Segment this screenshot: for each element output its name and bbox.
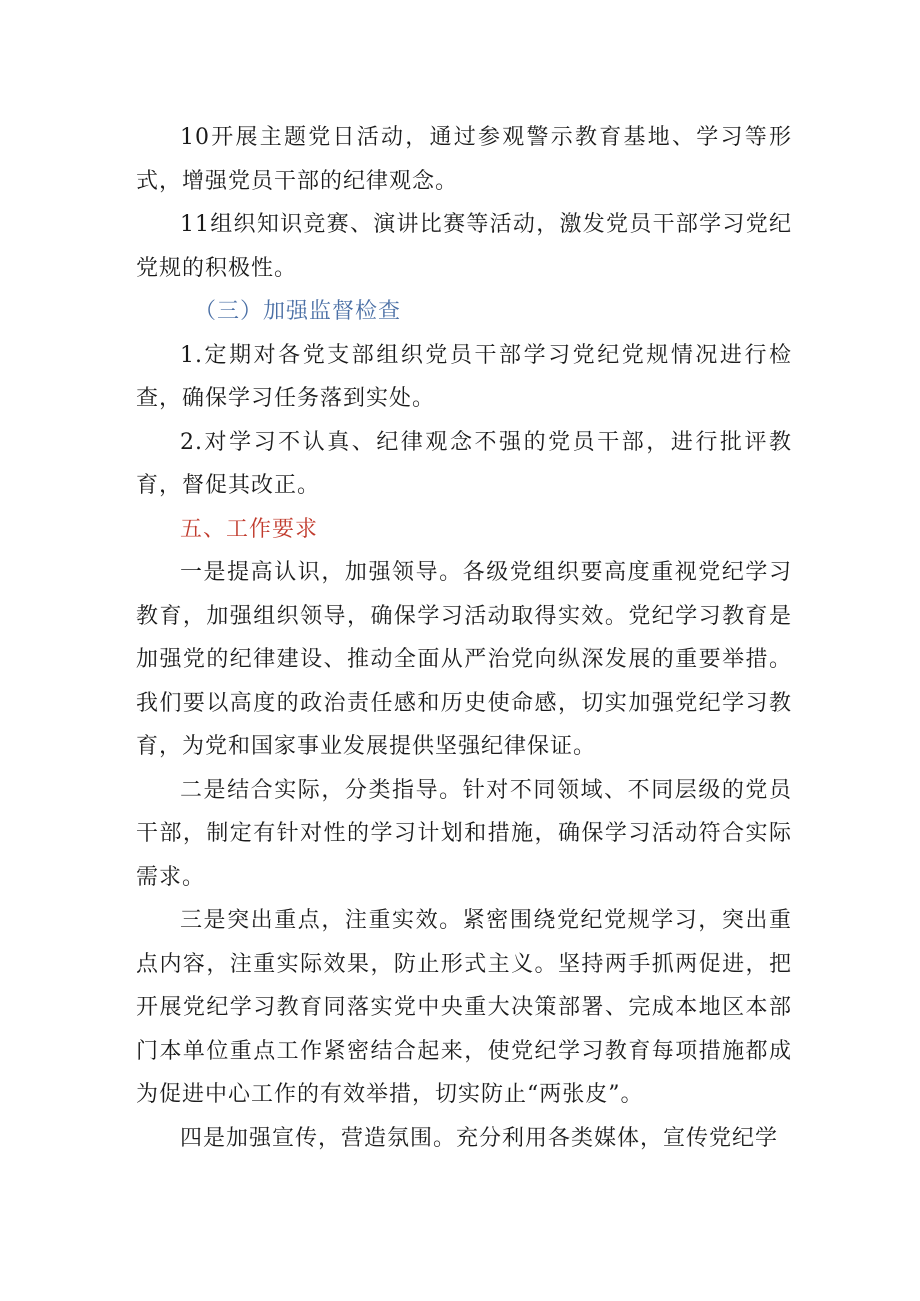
section-3-item-1: 1.定期对各党支部组织党员干部学习党纪党规情况进行检查，确保学习任务落到实处。 [136, 342, 792, 411]
requirement-4-paragraph: 四是加强宣传，营造氛围。充分利用各类媒体，宣传党纪学 [180, 1125, 779, 1151]
requirement-3-paragraph: 三是突出重点，注重实效。紧密围绕党纪党规学习，突出重点内容，注重实际效果，防止形式主义。坚持两手抓两促进，把开展党纪学习教育同落实党中央重大决策部署、完成本地区本部门本单位重点工作紧密结合起来，使党纪学习教育每项措施都成为促进中心工作的有效举措，切实防止“两张皮”。 [136, 908, 792, 1107]
item-10-paragraph: 10开展主题党日活动，通过参观警示教育基地、学习等形式，增强党员干部的纪律观念。 [136, 125, 792, 194]
requirement-2-paragraph: 二是结合实际，分类指导。针对不同领域、不同层级的党员干部，制定有针对性的学习计划和措施，确保学习活动符合实际需求。 [136, 777, 792, 890]
section-3-item-2: 2.对学习不认真、纪律观念不强的党员干部，进行批评教育，督促其改正。 [136, 429, 792, 498]
item-11-paragraph: 11组织知识竞赛、演讲比赛等活动，激发党员干部学习党纪党规的积极性。 [136, 212, 792, 281]
section-3-heading: （三）加强监督检查 [194, 299, 402, 324]
requirement-1-paragraph: 一是提高认识，加强领导。各级党组织要高度重视党纪学习教育，加强组织领导，确保学习活动取得实效。党纪学习教育是加强党的纪律建设、推动全面从严治党向纵深发展的重要举措。我们要以高度的政治责任感和历史使命感，切实加强党纪学习教育，为党和国家事业发展提供坚强纪律保证。 [136, 560, 792, 759]
document-body [136, 116, 792, 1160]
section-5-heading: 五、工作要求 [180, 516, 319, 542]
